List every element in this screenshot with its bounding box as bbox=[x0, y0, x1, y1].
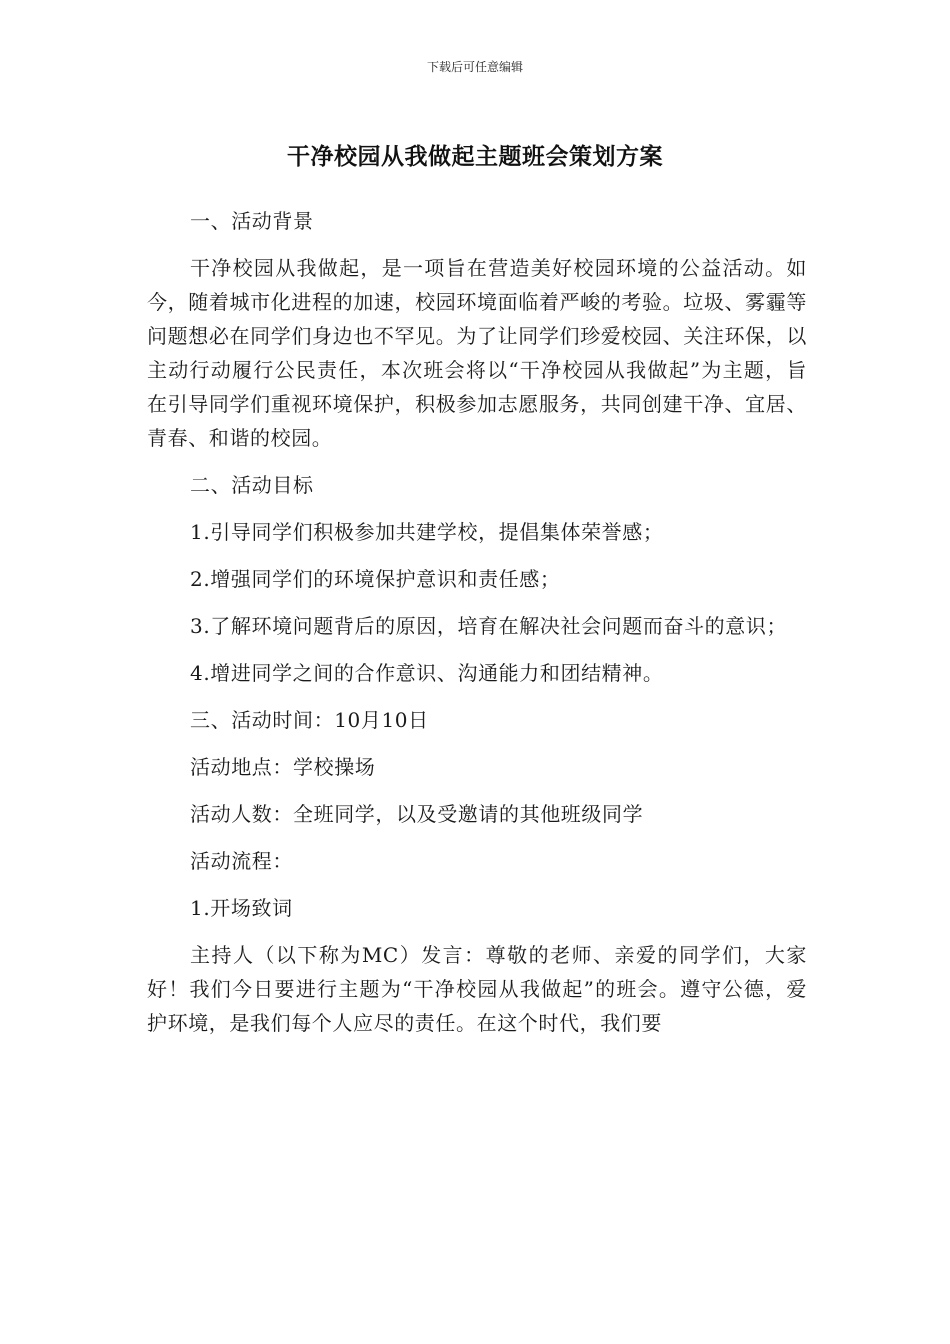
document-title: 干净校园从我做起主题班会策划方案 bbox=[287, 144, 663, 170]
process-step-1: 1.开场致词 bbox=[190, 896, 293, 920]
goal-item-3: 3.了解环境问题背后的原因，培育在解决社会问题而奋斗的意识； bbox=[190, 614, 788, 638]
activity-participants: 活动人数：全班同学，以及受邀请的其他班级同学 bbox=[190, 802, 644, 826]
paragraph-mc-speech: 主持人（以下称为MC）发言：尊敬的老师、亲爱的同学们，大家好！我们今日要进行主题为“干净校园从我做起”的班会。遵守公德，爱护环境，是我们每个人应尽的责任。在这个时代，我们要 bbox=[147, 943, 807, 1035]
heading-background: 一、活动背景 bbox=[190, 209, 314, 233]
heading-time: 三、活动时间：10月10日 bbox=[190, 708, 429, 732]
activity-location: 活动地点：学校操场 bbox=[190, 755, 376, 779]
goal-item-2: 2.增强同学们的环境保护意识和责任感； bbox=[190, 567, 561, 591]
header-note: 下载后可任意编辑 bbox=[426, 60, 523, 74]
activity-process-label: 活动流程： bbox=[190, 849, 293, 873]
heading-goals: 二、活动目标 bbox=[190, 473, 314, 497]
paragraph-background: 干净校园从我做起，是一项旨在营造美好校园环境的公益活动。如今，随着城市化进程的加速，校园环境面临着严峻的考验。垃圾、雾霾等问题想必在同学们身边也不罕见。为了让同学们珍爱校园、关注环保，以主动行动履行公民责任，本次班会将以“干净校园从我做起”为主题，旨在引导同学们重视环境保护，积极参加志愿服务，共同创建干净、宜居、青春、和谐的校园。 bbox=[147, 256, 807, 450]
goal-item-1: 1.引导同学们积极参加共建学校，提倡集体荣誉感； bbox=[190, 520, 664, 544]
goal-item-4: 4.增进同学之间的合作意识、沟通能力和团结精神。 bbox=[190, 661, 664, 685]
document-body bbox=[147, 204, 807, 1053]
